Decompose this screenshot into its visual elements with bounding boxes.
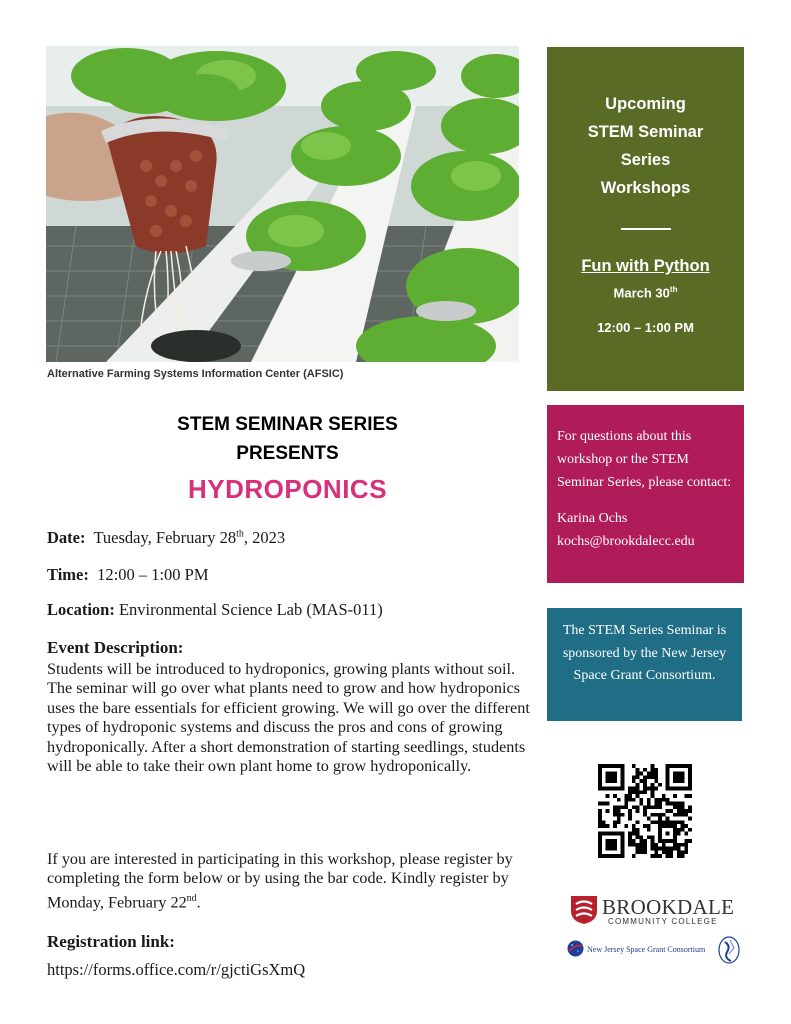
- qr-module: [602, 824, 606, 828]
- qr-module: [651, 847, 655, 851]
- qr-module: [677, 809, 681, 813]
- qr-module: [636, 820, 640, 824]
- qr-module: [684, 843, 688, 847]
- qr-module: [624, 824, 628, 828]
- qr-module: [632, 790, 636, 794]
- qr-module: [598, 809, 602, 813]
- qr-module: [636, 805, 640, 809]
- qr-module: [643, 768, 647, 772]
- qr-module: [617, 813, 621, 817]
- date-row: [47, 528, 285, 548]
- qr-module: [647, 802, 651, 806]
- qr-module: [628, 843, 632, 847]
- qr-module: [624, 794, 628, 798]
- time-value: 12:00 – 1:00 PM: [97, 565, 209, 584]
- qr-module: [643, 779, 647, 783]
- qr-module: [688, 817, 692, 821]
- qr-module: [628, 809, 632, 813]
- qr-module: [598, 817, 602, 821]
- qr-module: [639, 850, 643, 854]
- divider: [621, 228, 671, 230]
- qr-module: [666, 820, 670, 824]
- hydroponics-photo: [46, 46, 519, 362]
- qr-module: [662, 843, 666, 847]
- qr-module: [613, 824, 617, 828]
- qr-module: [688, 805, 692, 809]
- brookdale-shield-icon: [570, 895, 598, 925]
- register-text: If you are interested in participating in this workshop, please register by completing the form below or by using the bar code. Kindly register by Monday, February 22: [47, 850, 513, 912]
- qr-module: [658, 798, 662, 802]
- qr-module: [621, 813, 625, 817]
- event-title: HYDROPONICS: [187, 474, 388, 504]
- qr-module: [651, 772, 655, 776]
- qr-module: [677, 832, 681, 836]
- qr-module: [647, 828, 651, 832]
- contact-email[interactable]: kochs@brookdalecc.edu: [557, 534, 695, 549]
- qr-module: [684, 794, 688, 798]
- qr-module: [688, 839, 692, 843]
- upcoming-title: [547, 90, 744, 202]
- qr-module: [636, 790, 640, 794]
- qr-module: [673, 813, 677, 817]
- qr-module: [654, 813, 658, 817]
- qr-module: [636, 768, 640, 772]
- qr-module: [673, 794, 677, 798]
- register-end: .: [196, 893, 201, 912]
- qr-module: [658, 813, 662, 817]
- qr-module: [658, 802, 662, 806]
- upcoming-title-line: Workshops: [600, 179, 691, 197]
- college-subtitle: COMMUNITY COLLEGE: [608, 917, 718, 926]
- qr-module: [677, 850, 681, 854]
- qr-module: [636, 809, 640, 813]
- qr-module: [681, 805, 685, 809]
- sponsor-box: [547, 608, 742, 721]
- qr-module: [647, 805, 651, 809]
- qr-module: [654, 775, 658, 779]
- qr-module: [662, 847, 666, 851]
- qr-module: [662, 850, 666, 854]
- qr-module: [632, 828, 636, 832]
- qr-module: [662, 798, 666, 802]
- qr-module: [654, 854, 658, 858]
- qr-module: [628, 787, 632, 791]
- qr-module: [651, 775, 655, 779]
- qr-module: [666, 809, 670, 813]
- qr-module: [684, 850, 688, 854]
- qr-module: [673, 805, 677, 809]
- qr-module: [677, 805, 681, 809]
- qr-module: [632, 854, 636, 858]
- qr-module: [628, 790, 632, 794]
- qr-module: [636, 847, 640, 851]
- qr-module: [636, 787, 640, 791]
- qr-module: [643, 783, 647, 787]
- upcoming-date-suffix: th: [669, 285, 678, 294]
- qr-module: [658, 854, 662, 858]
- hydroponics-illustration: [46, 46, 519, 362]
- qr-module: [666, 850, 670, 854]
- register-suffix: nd: [186, 892, 197, 904]
- qr-module: [613, 820, 617, 824]
- qr-module: [654, 772, 658, 776]
- qr-module: [681, 854, 685, 858]
- qr-module: [651, 854, 655, 858]
- qr-module: [681, 820, 685, 824]
- qr-module: [662, 813, 666, 817]
- location-label: Location:: [47, 600, 115, 619]
- upcoming-title-line: Upcoming: [605, 95, 686, 113]
- qr-module: [643, 824, 647, 828]
- qr-module: [602, 820, 606, 824]
- qr-module: [624, 798, 628, 802]
- qr-module: [677, 802, 681, 806]
- qr-module: [636, 783, 640, 787]
- qr-module: [666, 832, 670, 836]
- qr-module: [639, 847, 643, 851]
- qr-module: [654, 802, 658, 806]
- qr-module: [639, 843, 643, 847]
- qr-module: [647, 787, 651, 791]
- qr-module: [677, 843, 681, 847]
- qr-module: [681, 809, 685, 813]
- qr-module: [636, 850, 640, 854]
- date-value: Tuesday, February 28: [93, 528, 237, 547]
- date-label: Date:: [47, 528, 86, 547]
- qr-module: [677, 854, 681, 858]
- qr-module: [643, 839, 647, 843]
- qr-module: [613, 813, 617, 817]
- qr-module: [617, 820, 621, 824]
- qr-module: [651, 843, 655, 847]
- qr-module: [669, 850, 673, 854]
- qr-module: [598, 813, 602, 817]
- brookdale-logo: [570, 895, 735, 929]
- qr-module: [598, 802, 602, 806]
- qr-module: [647, 775, 651, 779]
- qr-module: [681, 824, 685, 828]
- nj-space-grant-logo: [567, 936, 745, 966]
- upcoming-title-line: Series: [620, 151, 671, 169]
- qr-module: [654, 850, 658, 854]
- qr-module: [606, 802, 610, 806]
- qr-module: [617, 805, 621, 809]
- qr-module: [636, 828, 640, 832]
- qr-module: [624, 805, 628, 809]
- qr-module: [606, 794, 610, 798]
- qr-module: [666, 847, 670, 851]
- qr-module: [684, 847, 688, 851]
- qr-module: [677, 820, 681, 824]
- qr-module: [669, 854, 673, 858]
- registration-link[interactable]: https://forms.office.com/r/gjctiGsXmQ: [47, 960, 306, 979]
- upcoming-workshop-name: Fun with Python: [581, 257, 710, 275]
- qr-module: [669, 809, 673, 813]
- qr-module: [632, 843, 636, 847]
- qr-module: [651, 813, 655, 817]
- qr-module: [621, 805, 625, 809]
- qr-module: [658, 817, 662, 821]
- qr-module: [632, 775, 636, 779]
- qr-module: [684, 813, 688, 817]
- qr-module: [658, 783, 662, 787]
- date-year: , 2023: [243, 528, 286, 547]
- qr-module: [654, 805, 658, 809]
- upcoming-date-value: March 30: [613, 285, 670, 301]
- qr-module: [681, 850, 685, 854]
- qr-module: [669, 802, 673, 806]
- qr-module: [632, 798, 636, 802]
- qr-module: [632, 779, 636, 783]
- qr-module: [617, 809, 621, 813]
- qr-module: [628, 817, 632, 821]
- qr-module: [654, 787, 658, 791]
- qr-module: [654, 847, 658, 851]
- qr-module: [598, 820, 602, 824]
- qr-module: [613, 805, 617, 809]
- qr-module: [602, 802, 606, 806]
- qr-module: [669, 847, 673, 851]
- location-value: Environmental Science Lab (MAS-011): [118, 600, 383, 619]
- qr-module: [643, 809, 647, 813]
- qr-module: [643, 805, 647, 809]
- consortium-emblem-icon: [717, 936, 741, 966]
- qr-module: [639, 772, 643, 776]
- qr-module: [628, 798, 632, 802]
- location-row: [47, 600, 383, 620]
- qr-module: [636, 843, 640, 847]
- college-name: BROOKDALE: [602, 895, 735, 919]
- qr-module: [684, 832, 688, 836]
- qr-module: [666, 798, 670, 802]
- qr-module: [647, 772, 651, 776]
- registration-title: Registration link:: [47, 932, 175, 951]
- qr-module: [669, 820, 673, 824]
- qr-module: [628, 839, 632, 843]
- qr-module: [666, 802, 670, 806]
- qr-module: [681, 813, 685, 817]
- qr-module: [666, 817, 670, 821]
- upcoming-time: 12:00 – 1:00 PM: [597, 320, 694, 335]
- date-suffix: th: [236, 528, 244, 540]
- qr-module: [598, 824, 602, 828]
- qr-module: [606, 824, 610, 828]
- qr-module: [651, 790, 655, 794]
- qr-module: [647, 824, 651, 828]
- qr-module: [654, 843, 658, 847]
- qr-module: [632, 787, 636, 791]
- qr-module: [636, 832, 640, 836]
- qr-module: [681, 802, 685, 806]
- qr-module: [636, 775, 640, 779]
- qr-module: [688, 809, 692, 813]
- qr-module: [647, 817, 651, 821]
- qr-module: [677, 813, 681, 817]
- qr-module: [628, 794, 632, 798]
- nasa-icon: [567, 940, 584, 957]
- time-row: [47, 565, 209, 585]
- qr-module: [684, 839, 688, 843]
- qr-module: [651, 835, 655, 839]
- qr-module: [613, 809, 617, 813]
- qr-module: [632, 839, 636, 843]
- qr-module: [643, 787, 647, 791]
- qr-module: [688, 828, 692, 832]
- qr-module: [606, 772, 617, 783]
- qr-module: [651, 794, 655, 798]
- qr-module: [651, 839, 655, 843]
- qr-module: [632, 764, 636, 768]
- qr-module: [639, 798, 643, 802]
- qr-module: [654, 779, 658, 783]
- qr-module: [673, 820, 677, 824]
- qr-module: [606, 839, 617, 850]
- qr-module: [643, 847, 647, 851]
- qr-module: [651, 768, 655, 772]
- qr-module: [651, 783, 655, 787]
- qr-module: [639, 839, 643, 843]
- qr-module: [632, 824, 636, 828]
- qr-module: [681, 828, 685, 832]
- qr-module: [628, 813, 632, 817]
- qr-module: [643, 775, 647, 779]
- sponsor-text: The STEM Series Seminar is sponsored by the New Jersey Space Grant Consortium.: [562, 623, 727, 684]
- qr-module: [628, 835, 632, 839]
- qr-module: [677, 847, 681, 851]
- qr-module: [673, 802, 677, 806]
- qr-module: [647, 835, 651, 839]
- qr-module: [651, 764, 655, 768]
- qr-module: [636, 835, 640, 839]
- qr-module: [632, 805, 636, 809]
- qr-module: [654, 798, 658, 802]
- qr-module: [677, 828, 681, 832]
- qr-module: [666, 854, 670, 858]
- qr-module: [639, 835, 643, 839]
- qr-module: [632, 832, 636, 836]
- qr-module: [673, 847, 677, 851]
- qr-module: [636, 772, 640, 776]
- qr-module: [688, 794, 692, 798]
- qr-module: [662, 820, 666, 824]
- qr-module: [658, 820, 662, 824]
- qr-module: [613, 794, 617, 798]
- qr-module: [654, 820, 658, 824]
- qr-module: [662, 794, 666, 798]
- qr-module: [673, 843, 677, 847]
- qr-module: [624, 802, 628, 806]
- qr-module: [651, 805, 655, 809]
- qr-module: [639, 779, 643, 783]
- upcoming-date: [547, 285, 744, 300]
- contact-question: For questions about this workshop or the STEM Seminar Series, please contact:: [557, 429, 732, 490]
- qr-module: [636, 794, 640, 798]
- consortium-name: New Jersey Space Grant Consortium: [587, 945, 706, 954]
- time-label: Time:: [47, 565, 89, 584]
- qr-module: [681, 843, 685, 847]
- contact-box: [547, 405, 744, 583]
- qr-module: [617, 817, 621, 821]
- qr-module: [643, 790, 647, 794]
- description-title: Event Description:: [47, 638, 184, 657]
- qr-module: [658, 847, 662, 851]
- qr-module: [684, 824, 688, 828]
- qr-module: [606, 809, 610, 813]
- qr-module: [628, 832, 632, 836]
- qr-module: [658, 805, 662, 809]
- qr-module: [673, 772, 684, 783]
- qr-module: [643, 813, 647, 817]
- qr-module: [643, 850, 647, 854]
- contact-name: Karina Ochs: [557, 511, 628, 526]
- qr-module: [639, 790, 643, 794]
- qr-module: [639, 802, 643, 806]
- upcoming-workshops-box: [547, 47, 744, 391]
- qr-module: [647, 798, 651, 802]
- series-heading: STEM SEMINAR SERIES: [177, 414, 398, 435]
- register-instructions: [47, 850, 537, 913]
- upcoming-title-line: STEM Seminar: [587, 123, 704, 141]
- qr-module: [643, 843, 647, 847]
- qr-module: [651, 820, 655, 824]
- qr-module: [617, 798, 621, 802]
- description-body: Students will be introduced to hydroponics, growing plants without soil. The seminar will go over what plants need to grow and how hydroponics uses the bare essentials for efficient growing. We will go over the different types of hydroponic systems and discuss the pros and cons of growing hydroponically. After a short demonstration of starting seedlings, students will be able to take their own plant home to grow hydroponically.: [47, 660, 530, 776]
- photo-caption: Alternative Farming Systems Information Center (AFSIC): [47, 368, 344, 380]
- presents-heading: PRESENTS: [236, 443, 339, 464]
- qr-module: [651, 787, 655, 791]
- qr-module: [654, 768, 658, 772]
- registration-qr-code[interactable]: [598, 764, 692, 858]
- qr-module: [684, 809, 688, 813]
